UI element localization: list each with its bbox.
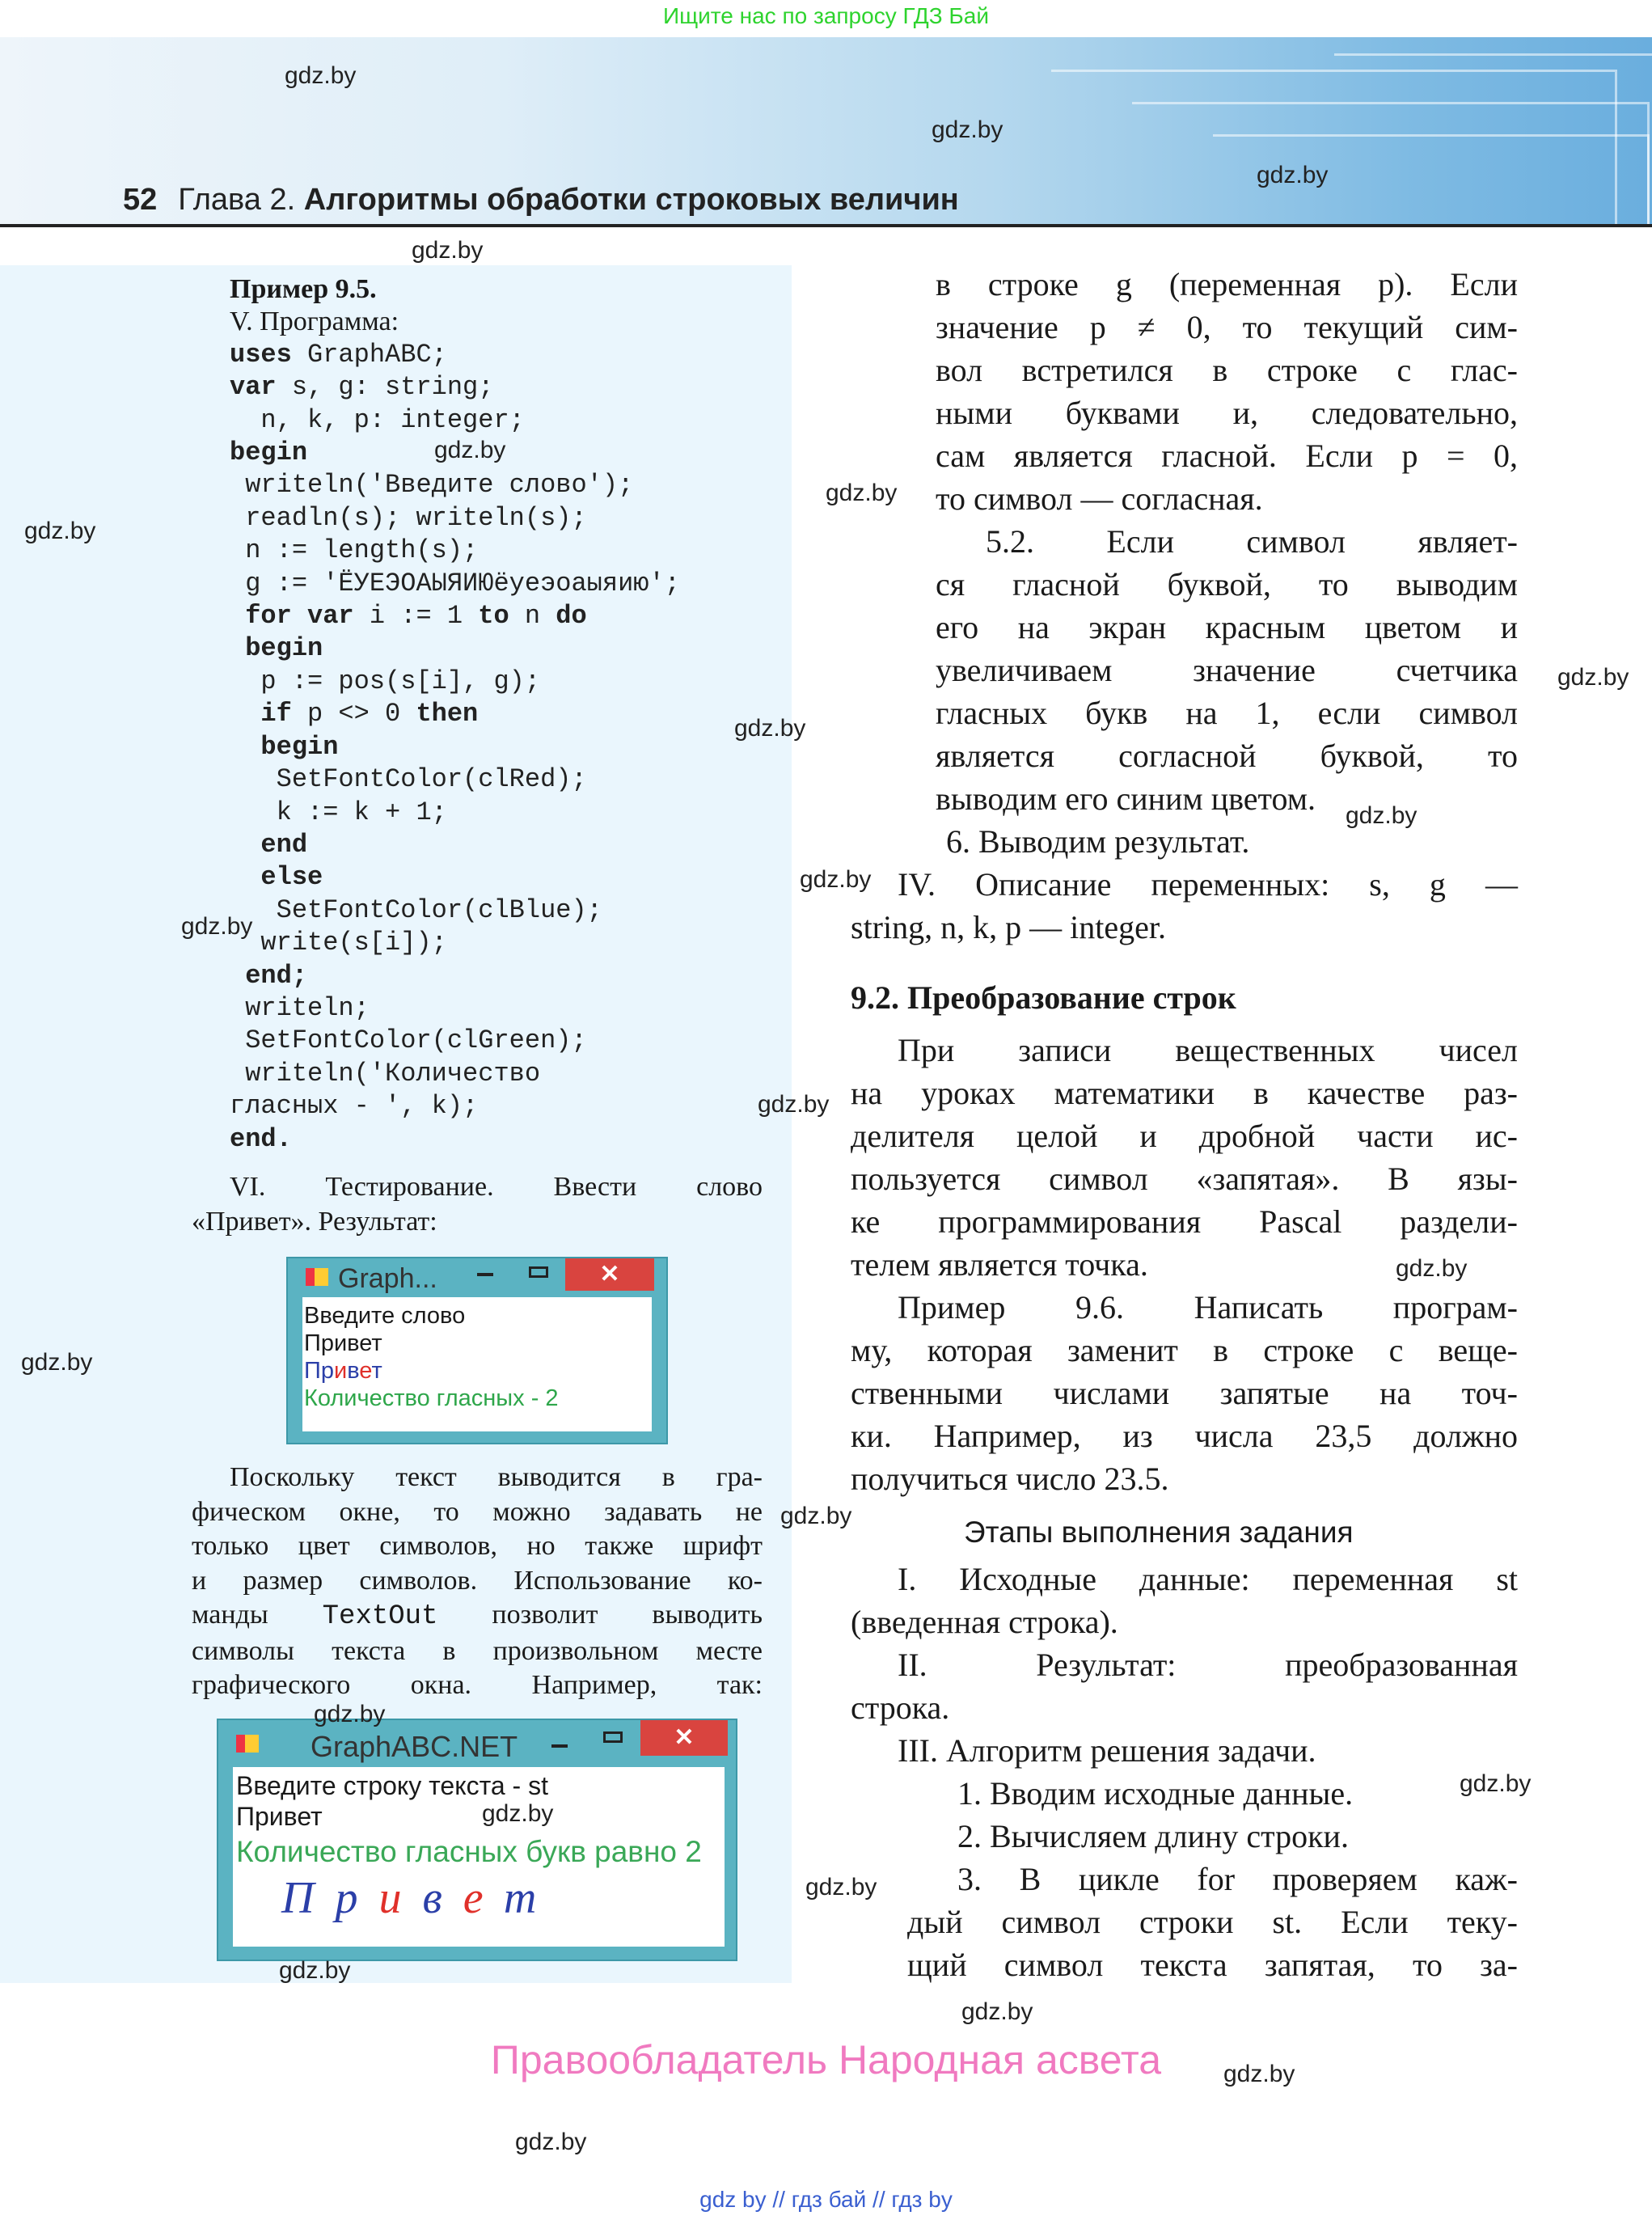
watermark: gdz.by <box>734 715 806 742</box>
text-line: 2. Вычисляем длину строки. <box>957 1818 1349 1854</box>
watermark: gdz.by <box>279 1957 351 1984</box>
watermark: gdz.by <box>758 1091 830 1118</box>
code-text <box>230 862 260 892</box>
code-text: write(s[i]); <box>230 928 447 958</box>
text-line: му, которая заменит в строке с веще- <box>851 1332 1518 1368</box>
paragraph-line <box>192 1598 763 1634</box>
text-line: 5.2. Если символ являет- <box>986 523 1518 560</box>
text-line: телем является точка. <box>851 1246 1148 1283</box>
code-text: SetFontColor(clGreen); <box>230 1025 587 1056</box>
text-line: щий символ текста запятая, то за- <box>907 1947 1518 1983</box>
paragraph-line: и размер символов. Использование ко- <box>192 1565 763 1596</box>
code-line <box>230 404 780 437</box>
code-line <box>230 600 780 632</box>
paragraph-line: Поскольку текст выводится в гра- <box>230 1462 763 1492</box>
code-text: n <box>509 601 556 632</box>
code-text: p := pos(s[i], g); <box>230 666 541 696</box>
colored-letter: и <box>378 1873 423 1923</box>
copyright-footer: Правообладатель Народная асвета <box>490 2037 1162 2082</box>
text: манды <box>192 1600 323 1630</box>
close-button[interactable]: ✕ <box>640 1720 728 1756</box>
watermark: gdz.by <box>24 518 96 544</box>
text-line: (введенная строка). <box>851 1604 1118 1640</box>
watermark: gdz.by <box>1223 2061 1295 2087</box>
code-line <box>230 829 780 861</box>
paragraph-textout <box>192 1461 763 1703</box>
watermark: gdz.by <box>434 437 506 463</box>
code-line <box>230 797 780 829</box>
text-line: string, n, k, p — integer. <box>851 909 1166 945</box>
text-line: то символ — согласная. <box>936 480 1263 517</box>
algorithm-continued <box>851 263 1518 949</box>
code-line <box>230 1123 780 1156</box>
code-keyword: begin <box>230 438 308 468</box>
maximize-icon[interactable] <box>603 1731 623 1743</box>
app-icon <box>306 1268 328 1286</box>
output-result: Количество гласных букв равно 2 <box>236 1835 702 1868</box>
title-bar <box>218 1720 736 1762</box>
example-line: Пример 9.6. Написать програм- <box>898 1289 1518 1326</box>
colored-letter: р <box>320 1358 334 1384</box>
text-line: III. Алгоритм решения задачи. <box>898 1732 1316 1769</box>
text-line: выводим его синим цветом. <box>936 780 1316 817</box>
code-text: n := length(s); <box>230 535 479 566</box>
watermark: gdz.by <box>1557 664 1629 691</box>
watermark: gdz.by <box>1460 1770 1532 1797</box>
code-keyword: begin <box>245 633 323 664</box>
text-line: увеличиваем значение счетчика <box>936 652 1518 688</box>
code-text: s, g: string; <box>276 372 494 403</box>
text-line: строка. <box>851 1689 950 1726</box>
code-line <box>230 861 780 894</box>
output-line: Введите слово <box>304 1303 466 1329</box>
code-keyword: end <box>260 829 308 860</box>
code-text <box>230 732 260 762</box>
output-result: Количество гласных - 2 <box>304 1385 559 1411</box>
code-text <box>230 633 245 663</box>
text-line: I. Исходные данные: переменная st <box>898 1561 1518 1597</box>
textout-keyword: TextOut <box>322 1601 438 1632</box>
text-line: делителя целой и дробной части ис- <box>851 1118 1518 1154</box>
code-line <box>230 502 780 535</box>
code-keyword: uses <box>230 339 292 370</box>
text-line: гласных букв на 1, если символ <box>936 695 1518 731</box>
text-line: IV. Описание переменных: s, g — <box>898 866 1518 903</box>
code-line <box>230 927 780 959</box>
text-line: 6. Выводим результат. <box>946 823 1250 860</box>
text-line: вол встретился в строке с глас- <box>936 352 1518 388</box>
code-keyword: begin <box>260 731 339 762</box>
paragraph-line: только цвет символов, но также шрифт <box>192 1531 763 1561</box>
code-line <box>230 632 780 665</box>
close-button[interactable]: ✕ <box>565 1258 654 1291</box>
watermark: gdz.by <box>805 1874 877 1901</box>
maximize-icon[interactable] <box>529 1266 548 1278</box>
watermark: gdz.by <box>21 1349 93 1376</box>
stages-text <box>851 1558 1518 1986</box>
text-line: II. Результат: преобразованная <box>898 1647 1518 1683</box>
code-keyword: end. <box>230 1123 292 1154</box>
code-line <box>230 568 780 600</box>
code-keyword: if <box>260 699 292 729</box>
minimize-icon[interactable] <box>477 1273 493 1276</box>
code-keyword: then <box>416 699 479 729</box>
text-line: получиться число 23.5. <box>851 1461 1169 1497</box>
window-title: GraphABC.NET <box>311 1730 518 1763</box>
watermark: gdz.by <box>181 913 253 940</box>
watermark: gdz.by <box>826 480 898 506</box>
text-line: в строке g (переменная p). Если <box>936 266 1518 302</box>
watermark: gdz.by <box>1396 1255 1468 1282</box>
window-output <box>233 1767 725 1947</box>
textout-word <box>236 1872 725 1924</box>
testing-line: «Привет». Результат: <box>192 1206 437 1237</box>
code-keyword: do <box>556 601 587 632</box>
code-text: writeln('Введите слово'); <box>230 470 634 501</box>
watermark: gdz.by <box>1257 162 1329 188</box>
page-number: 52 <box>123 183 158 217</box>
watermark: gdz.by <box>285 62 357 89</box>
colored-letter: П <box>304 1358 321 1384</box>
code-keyword: var <box>230 372 277 403</box>
watermark: gdz.by <box>482 1800 554 1827</box>
code-line <box>230 371 780 404</box>
text-line: значение p ≠ 0, то текущий сим- <box>936 309 1518 345</box>
code-text: гласных - ', k); <box>230 1091 479 1122</box>
colored-letter: П <box>281 1873 336 1923</box>
code-text <box>230 830 260 860</box>
watermark: gdz.by <box>961 1998 1033 2025</box>
bottom-links[interactable]: gdz by // гдз бай // гдз by <box>699 2187 953 2212</box>
code-keyword: end; <box>245 960 308 991</box>
text-line: пользуется символ «запятая». В язы- <box>851 1161 1518 1197</box>
section-heading: 9.2. Преобразование строк <box>851 979 1236 1016</box>
watermark: gdz.by <box>515 2129 587 2155</box>
watermark: gdz.by <box>800 866 872 893</box>
code-line <box>230 339 780 371</box>
code-line <box>230 763 780 796</box>
colored-letter: в <box>347 1358 360 1384</box>
colored-letter: р <box>335 1873 379 1923</box>
code-text <box>230 961 245 991</box>
code-text: readln(s); writeln(s); <box>230 502 587 533</box>
code-line <box>230 731 780 763</box>
colored-letter: е <box>463 1873 504 1923</box>
watermark: gdz.by <box>314 1701 386 1727</box>
text-line: ными буквами и, следовательно, <box>936 395 1518 431</box>
graph-window-2 <box>217 1719 737 1961</box>
text-line: является согласной буквой, то <box>936 738 1518 774</box>
code-line <box>230 1025 780 1057</box>
code-text: SetFontColor(clBlue); <box>230 894 602 925</box>
paragraph-line: символы текста в произвольном месте <box>192 1635 763 1666</box>
code-text: g := 'ЁУЕЭОАЫЯИЮёуеэоаыяию'; <box>230 568 680 598</box>
text-line: на уроках математики в качестве раз- <box>851 1075 1518 1111</box>
code-text: GraphABC; <box>291 339 447 370</box>
colored-letter: е <box>359 1358 372 1384</box>
chapter-label: Глава 2. <box>178 183 296 217</box>
watermark: gdz.by <box>412 237 484 264</box>
text-line: его на экран красным цветом и <box>936 609 1518 645</box>
paragraph-line: фическом окне, то можно задавать не <box>192 1496 763 1527</box>
code-keyword: else <box>260 862 323 893</box>
window-title: Graph... <box>338 1263 437 1294</box>
code-text <box>230 601 245 631</box>
title-bar <box>288 1258 666 1300</box>
text-line: 1. Вводим исходные данные. <box>957 1775 1354 1812</box>
code-line <box>230 960 780 992</box>
text-line: ке программирования Pascal раздели- <box>851 1203 1518 1240</box>
chapter-header <box>123 183 959 218</box>
window-output <box>302 1297 652 1431</box>
testing-line: VI. Тестирование. Ввести слово <box>230 1172 763 1202</box>
chapter-banner <box>0 37 1652 227</box>
code-line <box>230 894 780 927</box>
colored-letter: т <box>371 1358 382 1384</box>
top-note: Ищите нас по запросу ГДЗ Бай <box>662 3 990 28</box>
example-title: Пример 9.5. <box>230 274 377 304</box>
code-text <box>230 699 260 729</box>
watermark: gdz.by <box>1346 802 1418 829</box>
testing-text <box>192 1170 763 1239</box>
output-line: Введите строку текста - st <box>236 1771 548 1800</box>
watermark: gdz.by <box>780 1503 852 1529</box>
code-line <box>230 1090 780 1123</box>
stages-title: Этапы выполнения задания <box>964 1516 1354 1549</box>
colored-letter: в <box>422 1873 463 1923</box>
code-text: SetFontColor(clRed); <box>230 764 587 795</box>
colored-word <box>304 1357 652 1385</box>
colored-letter: т <box>503 1873 558 1923</box>
code-text: i := 1 <box>353 601 479 632</box>
code-text: k := k + 1; <box>230 797 447 827</box>
colored-letter: и <box>333 1358 348 1384</box>
code-text: n, k, p: integer; <box>230 404 525 435</box>
output-line: Привет <box>236 1802 323 1831</box>
program-listing <box>230 273 780 1156</box>
code-line <box>230 469 780 501</box>
minimize-icon[interactable] <box>551 1744 568 1748</box>
text-line: ся гласной буквой, то выводим <box>936 566 1518 603</box>
code-keyword: for var <box>245 601 354 632</box>
output-line: Привет <box>304 1330 382 1356</box>
text-line: 3. В цикле for проверяем каж- <box>957 1861 1518 1897</box>
code-text: writeln('Количество <box>230 1058 541 1089</box>
text-line: При записи вещественных чисел <box>898 1032 1518 1068</box>
text-line: дый символ строки st. Если теку- <box>907 1904 1518 1940</box>
chapter-title: Алгоритмы обработки строковых величин <box>303 183 959 217</box>
code-line <box>230 698 780 730</box>
paragraph-line: графического окна. Например, так: <box>192 1670 763 1700</box>
app-icon <box>236 1735 259 1753</box>
text-line: сам является гласной. Если p = 0, <box>936 438 1518 474</box>
code-line <box>230 1058 780 1090</box>
text-line: ственными числами запятые на точ- <box>851 1375 1518 1411</box>
code-line <box>230 992 780 1025</box>
text: позволит выводить <box>437 1600 763 1630</box>
code-text: writeln; <box>230 992 370 1023</box>
program-label: V. Программа: <box>230 307 399 337</box>
code-text: p <> 0 <box>291 699 416 729</box>
text-line: ки. Например, из числа 23,5 должно <box>851 1418 1518 1454</box>
watermark: gdz.by <box>932 116 1003 143</box>
code-line <box>230 535 780 567</box>
code-keyword: to <box>478 601 509 632</box>
graph-window-1 <box>286 1257 668 1444</box>
code-line <box>230 666 780 698</box>
